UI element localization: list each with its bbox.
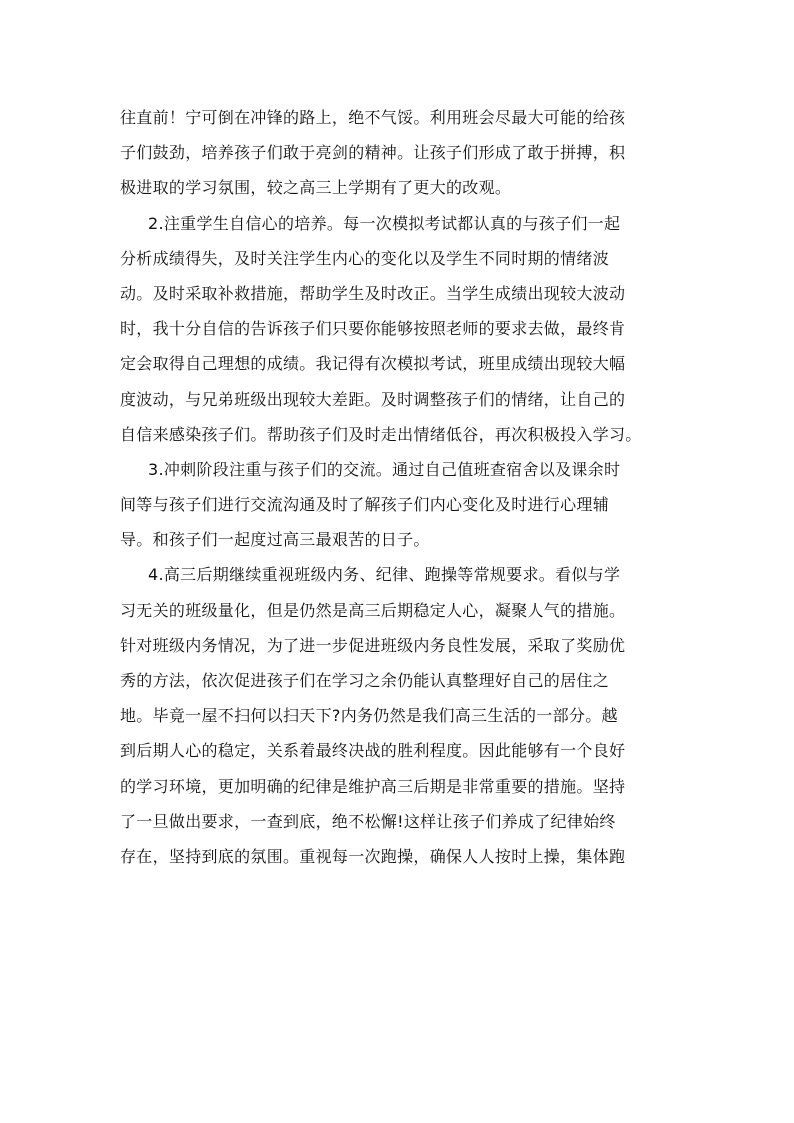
text-line: 的学习环境，更加明确的纪律是维护高三后期是非常重要的措施。坚持	[120, 776, 626, 796]
text-line: 定会取得自己理想的成绩。我记得有次模拟考试，班里成绩出现较大幅	[120, 354, 626, 374]
text-line: 了一旦做出要求，一查到底，绝不松懈!这样让孩子们养成了纪律始终	[120, 811, 616, 831]
text-line: 地。毕竟一屋不扫何以扫天下?内务仍然是我们高三生活的一部分。越	[120, 706, 618, 726]
text-line: 度波动，与兄弟班级出现较大差距。及时调整孩子们的情绪，让自己的	[120, 389, 626, 409]
text-line: 往直前！宁可倒在冲锋的路上，绝不气馁。利用班会尽最大可能的给孩	[120, 108, 626, 127]
text-line: 存在，坚持到底的氛围。重视每一次跑操，确保人人按时上操，集体跑	[120, 846, 626, 866]
text-line: 自信来感染孩子们。帮助孩子们及时走出情绪低谷，再次积极投入学习。	[120, 424, 642, 444]
text-line: 2.注重学生自信心的培养。每一次模拟考试都认真的与孩子们一起	[148, 213, 621, 233]
document-body	[120, 100, 676, 874]
text-line: 秀的方法，依次促进孩子们在学习之余仍能认真整理好自己的居住之	[120, 671, 610, 690]
text-line: 4.高三后期继续重视班级内务、纪律、跑操等常规要求。看似与学	[148, 565, 621, 585]
text-line: 到后期人心的稳定，关系着最终决战的胜利程度。因此能够有一个良好	[120, 741, 626, 761]
text-line: 间等与孩子们进行交流沟通及时了解孩子们内心变化及时进行心理辅	[120, 495, 610, 515]
text-line: 习无关的班级量化，但是仍然是高三后期稳定人心，凝聚人气的措施。	[120, 600, 626, 620]
text-line: 分析成绩得失，及时关注学生内心的变化以及学生不同时期的情绪波	[120, 248, 610, 268]
text-line: 导。和孩子们一起度过高三最艰苦的日子。	[120, 530, 430, 550]
text-line: 动。及时采取补救措施，帮助学生及时改正。当学生成绩出现较大波动	[120, 283, 626, 303]
text-line: 子们鼓劲，培养孩子们敢于亮剑的精神。让孩子们形成了敢于拼搏，积	[120, 143, 626, 163]
text-line: 3.冲刺阶段注重与孩子们的交流。通过自己值班查宿舍以及课余时	[148, 459, 621, 479]
text-line: 时，我十分自信的告诉孩子们只要你能够按照老师的要求去做，最终肯	[120, 319, 626, 339]
text-line: 针对班级内务情况，为了进一步促进班级内务良性发展，采取了奖励优	[120, 635, 626, 655]
text-line: 极进取的学习氛围，较之高三上学期有了更大的改观。	[120, 178, 512, 198]
